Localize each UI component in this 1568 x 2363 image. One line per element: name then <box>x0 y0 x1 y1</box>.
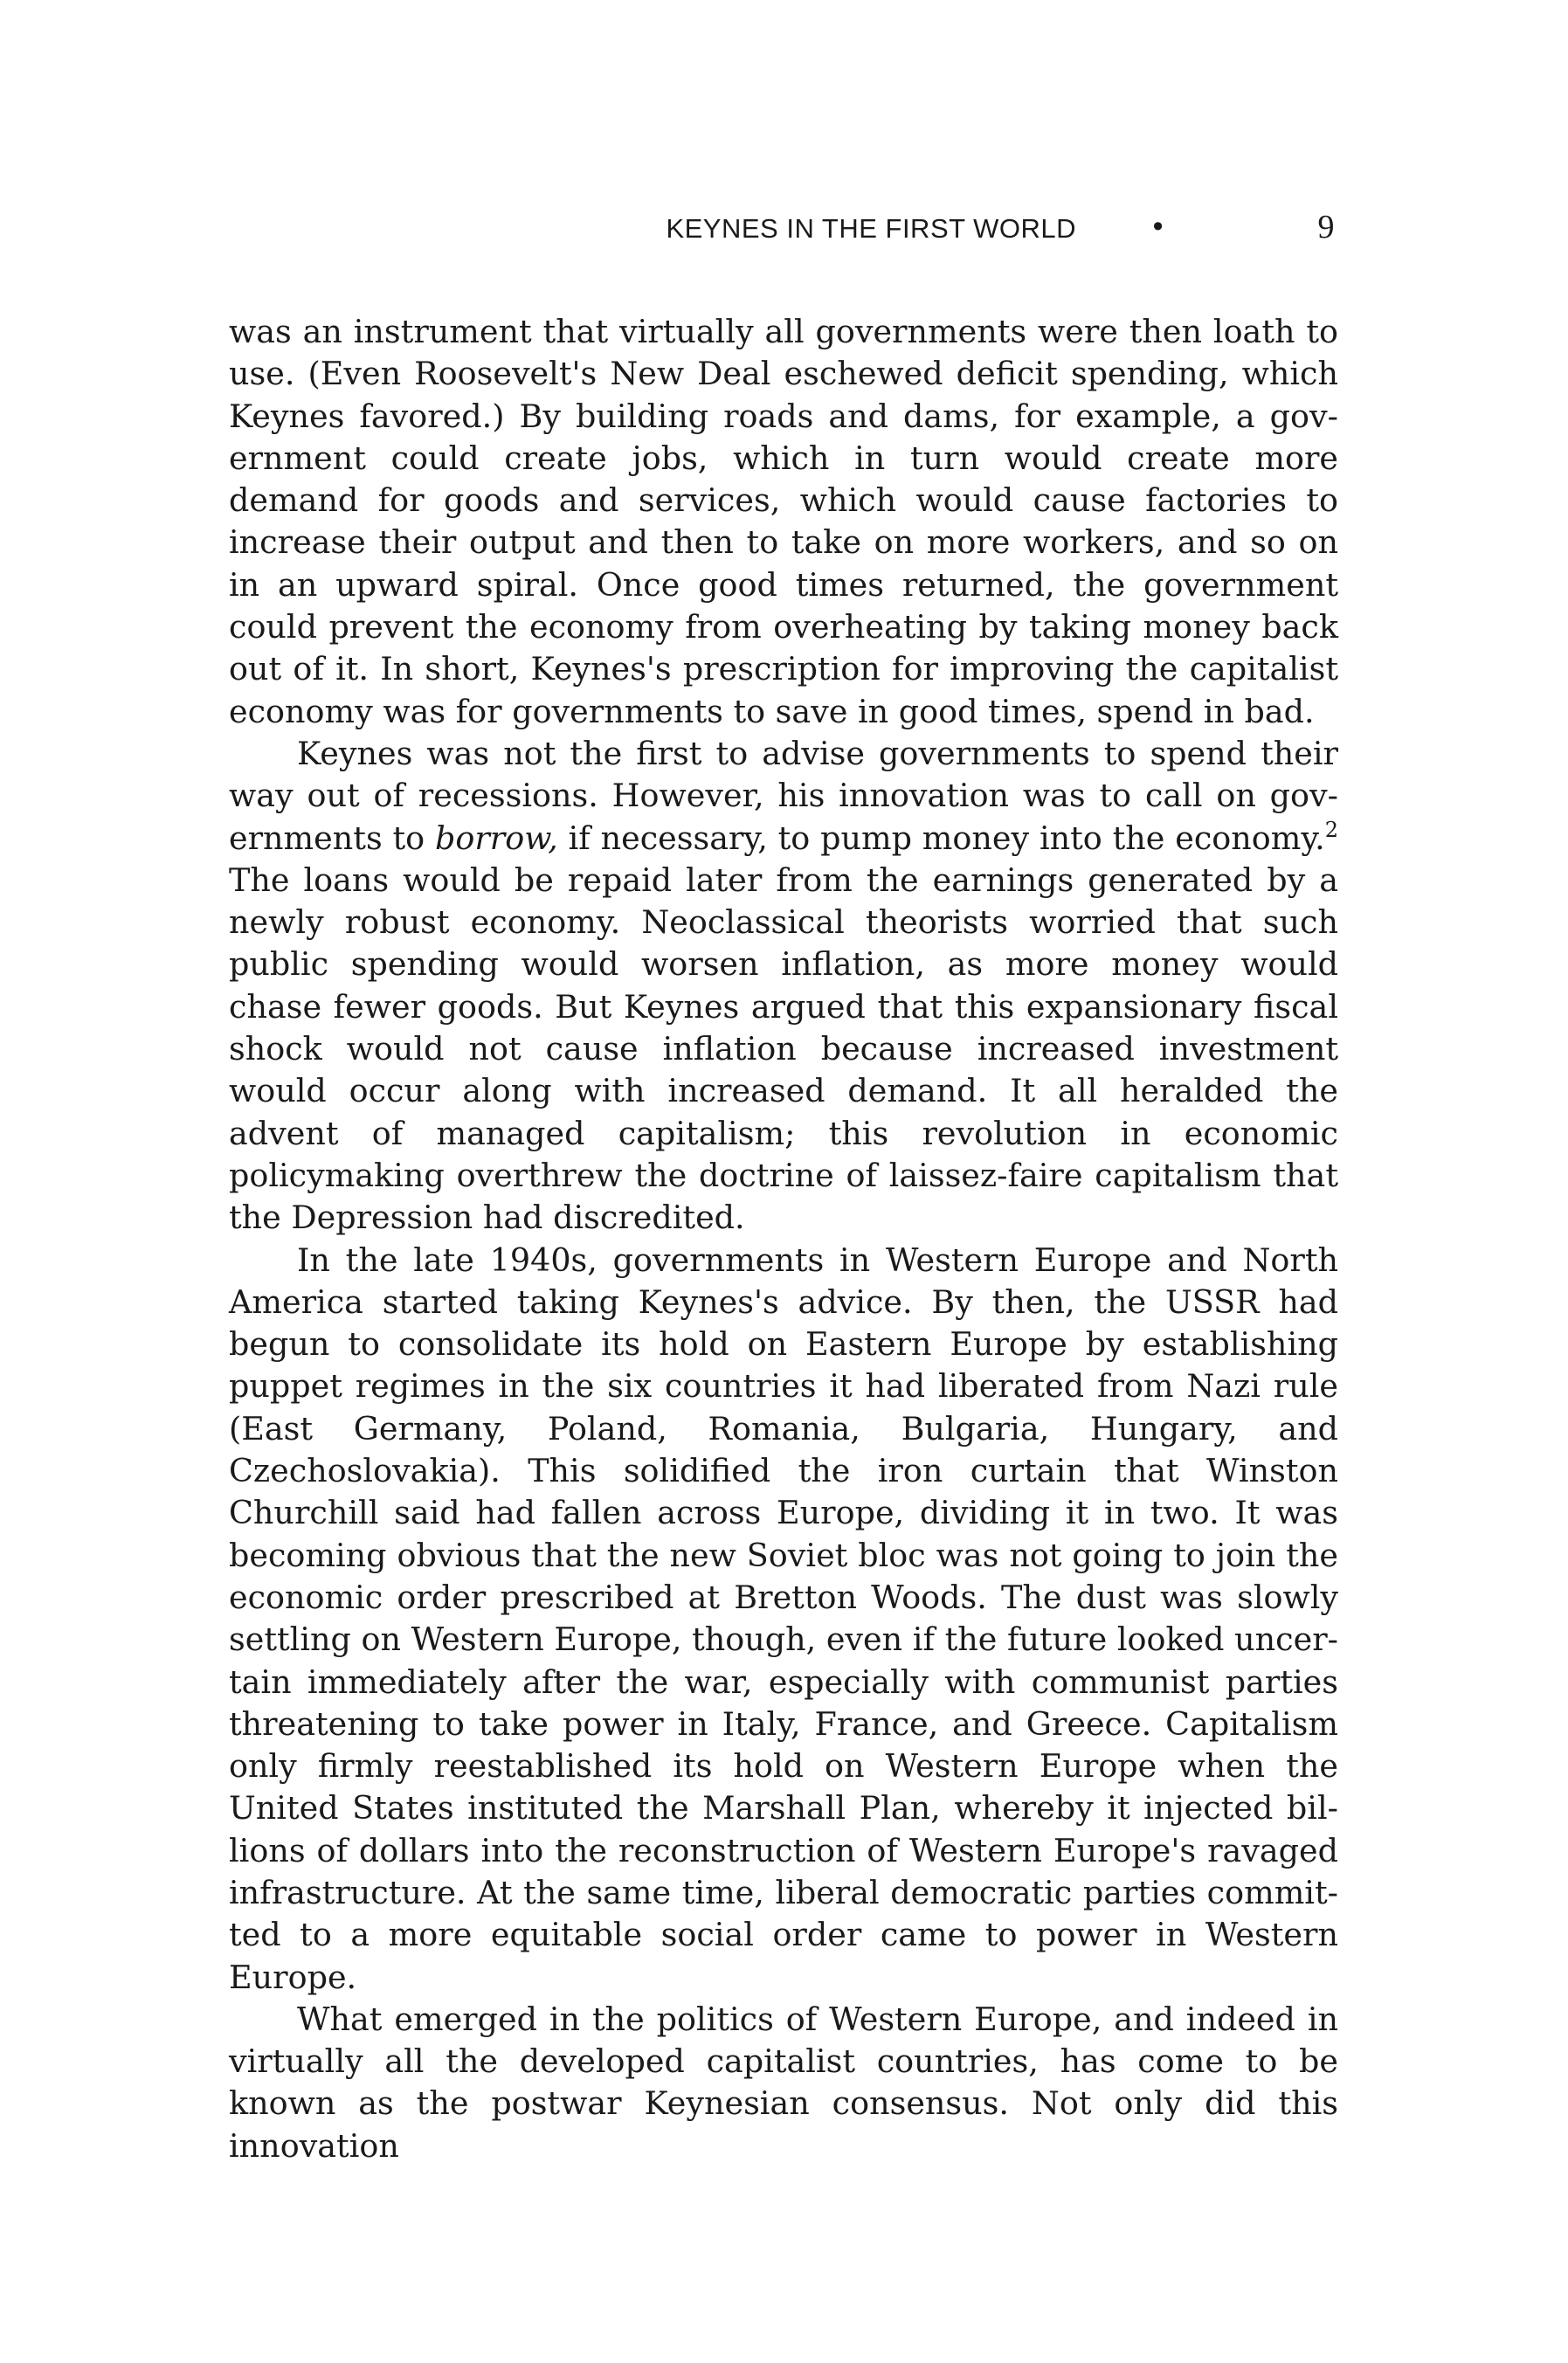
paragraph-2-text-end: The loans would be repaid later from the earnings generated by a newly robust economy. Neoclassical theorists worried that such public spending would worsen inflation, as more money would chase fewer goods. But Keynes argued that this expansionary fiscal shock would not cause inflation because increased investment would occur along with increased demand. It all heralded the advent of managed capitalism; this revolution in economic policymaking overthrew the doctrine of laissez-faire capitalism that the Depression had discredited. <box>229 860 1338 1237</box>
paragraph-4-text: What emerged in the politics of Western Europe, and indeed in virtually all the developed capitalist countries, has come to be known as the postwar Keynesian consensus. Not only did this innovation <box>229 2000 1338 2165</box>
paragraph-4 <box>229 1999 1338 2167</box>
paragraph-1-text: was an instrument that virtually all governments were then loath to use. (Even Roosevelt's New Deal eschewed deficit spending, which Keynes favored.) By building roads and dams, for example, a government could create jobs, which in turn would create more demand for goods and services, which would cause factories to increase their output and then to take on more workers, and so on in an upward spiral. Once good times returned, the government could prevent the economy from overheating by taking money back out of it. In short, Keynes's prescription for improving the capitalist economy was for governments to save in good times, spend in bad. <box>229 313 1338 730</box>
paragraph-2-text-start: Keynes was not the first to advise governments to spend their way out of recessions. However, his innovation was to call on governments to <box>229 734 1338 857</box>
paragraph-1 <box>229 311 1338 733</box>
body-text <box>229 311 1338 2167</box>
paragraph-2 <box>229 733 1338 1240</box>
footnote-marker: 2 <box>1324 817 1338 842</box>
paragraph-3 <box>229 1240 1338 1999</box>
running-head <box>229 208 1338 248</box>
paragraph-2-text-mid: if necessary, to pump money into the economy. <box>557 819 1325 857</box>
paragraph-3-text: In the late 1940s, governments in Western Europe and North America started taking Keynes's advice. By then, the USSR had begun to consolidate its hold on Eastern Europe by establishing puppet regimes in the six countries it had liberated from Nazi rule (East Germany, Poland, Romania, Bulgaria, Hungary, and Czechoslovakia). This solidified the iron curtain that Winston Churchill said had fallen across Europe, dividing it in two. It was becoming obvious that the new Soviet bloc was not going to join the economic order prescribed at Bretton Woods. The dust was slowly settling on Western Europe, though, even if the future looked uncertain immediately after the war, especially with communist parties threatening to take power in Italy, France, and Greece. Capitalism only firmly reestablished its hold on Western Europe when the United States instituted the Marshall Plan, whereby it injected billions of dollars into the reconstruction of Western Europe's ravaged infrastructure. At the same time, liberal democratic parties committed to a more equitable social order came to power in Western Europe. <box>229 1240 1338 1996</box>
page-number: 9 <box>1317 209 1335 245</box>
emphasis-borrow: borrow, <box>435 819 558 857</box>
running-head-bullet: • <box>1152 210 1164 243</box>
running-head-title: KEYNES IN THE FIRST WORLD <box>666 213 1076 244</box>
